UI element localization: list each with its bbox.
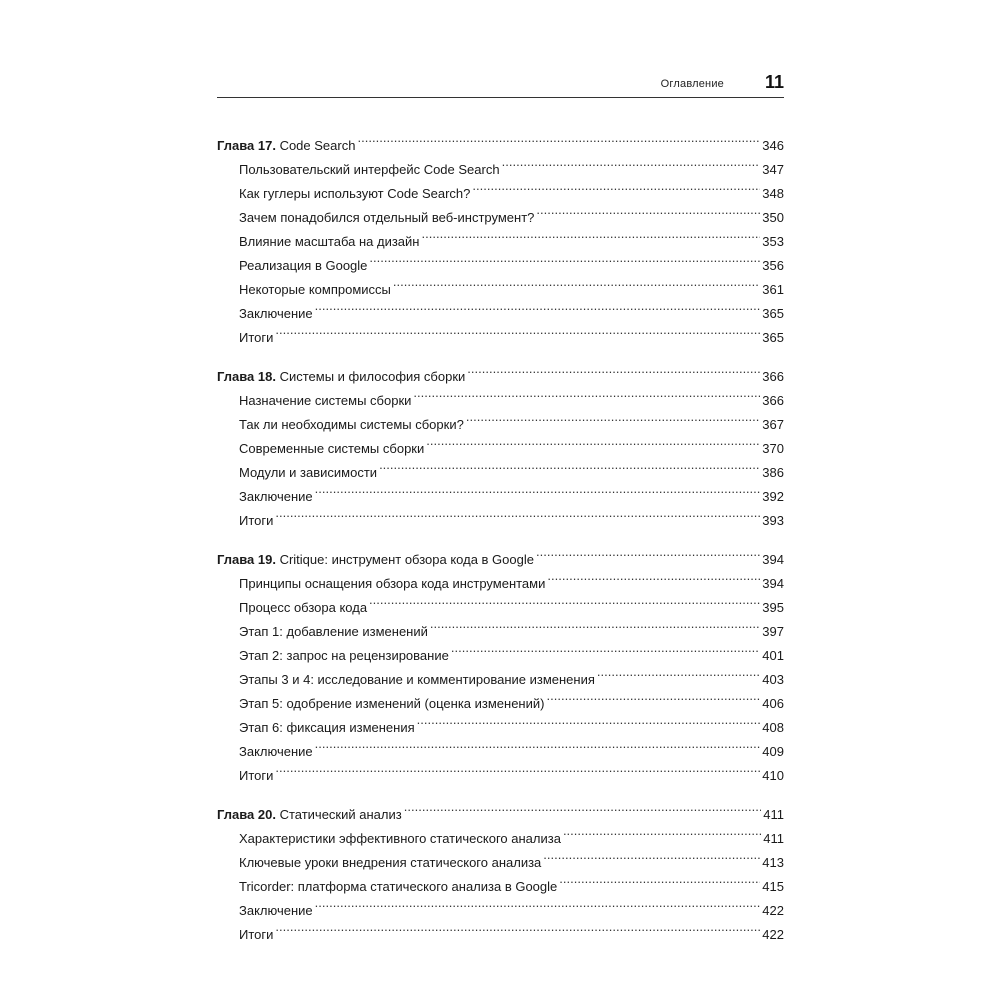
- toc-section-title: Этап 6: фиксация изменения: [239, 720, 415, 735]
- dot-leader: [315, 477, 761, 501]
- toc-section-title: Влияние масштаба на дизайн: [239, 234, 420, 249]
- toc-section-title: Как гуглеры используют Code Search?: [239, 186, 471, 201]
- toc-page-number: 392: [762, 489, 784, 504]
- dot-leader: [543, 843, 760, 867]
- toc-chapter: [217, 795, 784, 942]
- toc-section-entry[interactable]: [217, 501, 784, 528]
- toc-chapter: [217, 126, 784, 345]
- toc-page-number: 415: [762, 879, 784, 894]
- dot-leader: [502, 150, 761, 174]
- dot-leader: [357, 126, 760, 150]
- toc-section-title: Итоги: [239, 513, 274, 528]
- dot-leader: [536, 540, 760, 564]
- dot-leader: [275, 756, 760, 780]
- toc-page-number: 365: [762, 306, 784, 321]
- toc-section-title: Модули и зависимости: [239, 465, 378, 480]
- toc-section-title: Этап 5: одобрение изменений (оценка изменений): [239, 696, 545, 711]
- toc-page-number: 365: [762, 330, 784, 345]
- dot-leader: [559, 867, 760, 891]
- header-section-title: Оглавление: [660, 78, 724, 90]
- toc-chapter-label: Глава 19.: [217, 552, 276, 567]
- dot-leader: [536, 198, 760, 222]
- toc-section-title: Зачем понадобился отдельный веб-инструмент?: [239, 210, 535, 225]
- toc-chapter-name: Системы и философия сборки: [275, 369, 466, 384]
- toc-chapter-title: [217, 134, 355, 158]
- toc-section-title: Пользовательский интерфейс Code Search: [239, 162, 500, 177]
- toc-page-number: 397: [762, 624, 784, 639]
- toc-page-number: 348: [762, 186, 784, 201]
- dot-leader: [404, 795, 762, 819]
- toc-page-number: 367: [762, 417, 784, 432]
- toc-chapter-name: Статический анализ: [275, 807, 402, 822]
- toc-page-number: 422: [762, 903, 784, 918]
- dot-leader: [467, 357, 760, 381]
- dot-leader: [563, 819, 761, 843]
- toc-chapter-label: Глава 18.: [217, 369, 276, 384]
- toc-page-number: 353: [762, 234, 784, 249]
- toc-chapter-entry[interactable]: [217, 540, 784, 567]
- toc-chapter-title: [217, 803, 402, 827]
- toc-page-number: 401: [762, 648, 784, 663]
- toc-chapter-entry[interactable]: [217, 126, 784, 153]
- toc-page-number: 406: [762, 696, 784, 711]
- dot-leader: [315, 294, 761, 318]
- toc-section-title: Ключевые уроки внедрения статического анализа: [239, 855, 542, 870]
- dot-leader: [275, 501, 760, 525]
- toc-chapter-label: Глава 20.: [217, 807, 276, 822]
- toc-chapter: [217, 540, 784, 783]
- dot-leader: [275, 318, 760, 342]
- toc-section-title: Заключение: [239, 903, 313, 918]
- toc-page-number: 409: [762, 744, 784, 759]
- toc-chapter-label: Глава 17.: [217, 138, 276, 153]
- dot-leader: [369, 588, 760, 612]
- table-of-contents: [217, 126, 784, 954]
- toc-section-title: Принципы оснащения обзора кода инструментами: [239, 576, 546, 591]
- dot-leader: [315, 891, 761, 915]
- toc-section-title: Современные системы сборки: [239, 441, 425, 456]
- toc-section-title: Этапы 3 и 4: исследование и комментирование изменения: [239, 672, 595, 687]
- toc-chapter-title: [217, 548, 534, 572]
- toc-section-title: Так ли необходимы системы сборки?: [239, 417, 464, 432]
- toc-chapter-entry[interactable]: [217, 357, 784, 384]
- toc-section-title: Итоги: [239, 768, 274, 783]
- toc-section-title: Некоторые компромиссы: [239, 282, 391, 297]
- dot-leader: [430, 612, 760, 636]
- toc-page-number: 366: [762, 369, 784, 384]
- toc-chapter-entry[interactable]: [217, 795, 784, 822]
- toc-section-entry[interactable]: [217, 756, 784, 783]
- toc-page-number: 408: [762, 720, 784, 735]
- toc-section-title: Этап 1: добавление изменений: [239, 624, 428, 639]
- dot-leader: [466, 405, 760, 429]
- dot-leader: [547, 564, 760, 588]
- toc-section-entry[interactable]: [217, 318, 784, 345]
- toc-section-title: Итоги: [239, 927, 274, 942]
- toc-section-title: Tricorder: платформа статического анализа в Google: [239, 879, 558, 894]
- toc-page-number: 386: [762, 465, 784, 480]
- toc-page-number: 393: [762, 513, 784, 528]
- toc-page-number: 346: [762, 138, 784, 153]
- toc-page-number: 403: [762, 672, 784, 687]
- toc-section-title: Заключение: [239, 489, 313, 504]
- dot-leader: [426, 429, 760, 453]
- toc-page-number: 347: [762, 162, 784, 177]
- toc-section-title: Характеристики эффективного статического анализа: [239, 831, 561, 846]
- toc-section-title: Реализация в Google: [239, 258, 368, 273]
- running-header: [217, 70, 784, 98]
- toc-section-title: Назначение системы сборки: [239, 393, 412, 408]
- dot-leader: [546, 684, 760, 708]
- toc-page-number: 410: [762, 768, 784, 783]
- toc-page-number: 356: [762, 258, 784, 273]
- dot-leader: [451, 636, 760, 660]
- toc-section-entry[interactable]: [217, 915, 784, 942]
- toc-page-number: 361: [762, 282, 784, 297]
- toc-chapter: [217, 357, 784, 528]
- toc-page-number: 366: [762, 393, 784, 408]
- dot-leader: [417, 708, 761, 732]
- toc-chapter-name: Critique: инструмент обзора кода в Google: [275, 552, 534, 567]
- toc-page-number: 350: [762, 210, 784, 225]
- toc-section-title: Процесс обзора кода: [239, 600, 368, 615]
- toc-page-number: 411: [763, 807, 784, 822]
- toc-section-title: Заключение: [239, 306, 313, 321]
- dot-leader: [421, 222, 760, 246]
- toc-section-title: Этап 2: запрос на рецензирование: [239, 648, 449, 663]
- toc-page-number: 370: [762, 441, 784, 456]
- toc-page-number: 394: [762, 552, 784, 567]
- dot-leader: [472, 174, 760, 198]
- dot-leader: [413, 381, 760, 405]
- dot-leader: [379, 453, 760, 477]
- toc-section-title: Итоги: [239, 330, 274, 345]
- toc-section-title: Заключение: [239, 744, 313, 759]
- dot-leader: [275, 915, 760, 939]
- dot-leader: [393, 270, 760, 294]
- header-rule: [217, 97, 784, 98]
- toc-page-number: 395: [762, 600, 784, 615]
- toc-page-number: 411: [763, 831, 784, 846]
- toc-chapter-name: Code Search: [275, 138, 356, 153]
- toc-page-number: 413: [762, 855, 784, 870]
- dot-leader: [315, 732, 761, 756]
- dot-leader: [369, 246, 760, 270]
- toc-page-number: 422: [762, 927, 784, 942]
- toc-page-number: 394: [762, 576, 784, 591]
- dot-leader: [597, 660, 760, 684]
- header-page-number: 11: [764, 72, 784, 92]
